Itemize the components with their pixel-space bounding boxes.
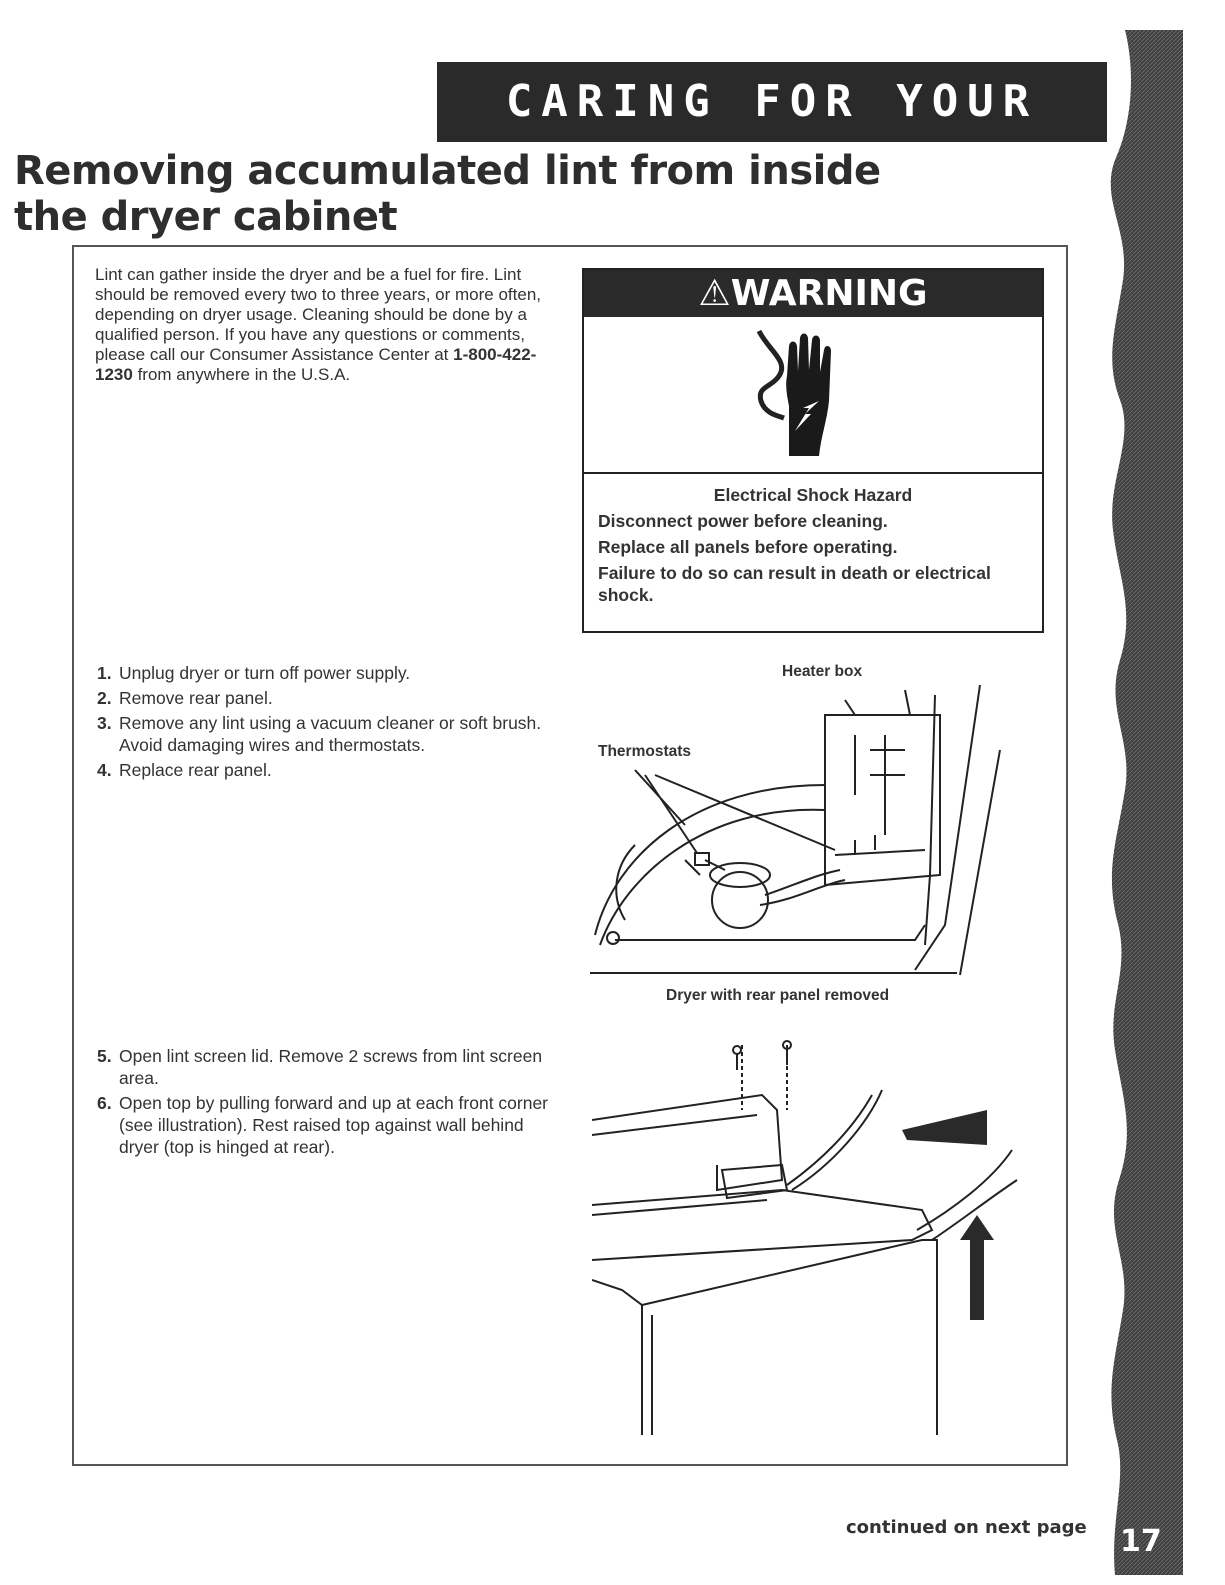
section-banner	[437, 62, 1107, 142]
step-text: Remove rear panel.	[119, 688, 273, 708]
step-number: 4.	[97, 760, 112, 780]
step-number: 5.	[97, 1046, 112, 1066]
decorative-sidebar	[1105, 30, 1183, 1575]
steps-list-2	[97, 1045, 557, 1161]
step-number: 6.	[97, 1093, 112, 1113]
warning-box	[582, 268, 1044, 633]
page-number: 17	[1120, 1524, 1162, 1559]
warning-divider	[584, 472, 1042, 474]
step-number: 3.	[97, 713, 112, 733]
page-title	[14, 148, 881, 240]
step-number: 2.	[97, 688, 112, 708]
heater-box-label: Heater box	[782, 663, 863, 680]
step-text: Open top by pulling forward and up at each front corner (see illustration). Rest raised top against wall behind dryer (top is hinged at rear).	[119, 1093, 549, 1157]
warning-line-3: Failure to do so can result in death or electrical shock.	[598, 563, 991, 605]
warning-text	[598, 482, 1028, 606]
dryer-interior-illustration	[585, 675, 1015, 980]
step-text: Open lint screen lid. Remove 2 screws from lint screen area.	[119, 1046, 543, 1088]
electrical-shock-icon	[739, 326, 859, 461]
step-item	[97, 1045, 557, 1089]
figure-caption: Dryer with rear panel removed	[666, 987, 890, 1004]
step-text: Replace rear panel.	[119, 760, 272, 780]
title-line-1: Removing accumulated lint from inside	[14, 148, 881, 194]
step-item	[97, 712, 557, 756]
step-text: Remove any lint using a vacuum cleaner or soft brush. Avoid damaging wires and thermostats.	[119, 713, 542, 755]
step-item	[97, 759, 557, 781]
banner-title: CARING FOR YOUR	[505, 76, 1039, 127]
step-number: 1.	[97, 663, 112, 683]
warning-line-2: Replace all panels before operating.	[598, 537, 898, 557]
step-text: Unplug dryer or turn off power supply.	[119, 663, 411, 683]
intro-text: Lint can gather inside the dryer and be a fuel for fire. Lint should be removed every two to three years, or more often, depending on dryer usage. Cleaning should be done by a qualified person. If you have any questions or comments, please call our Consumer Assistance Center at	[95, 265, 542, 364]
title-line-2: the dryer cabinet	[14, 194, 398, 240]
step-item	[97, 687, 557, 709]
open-top-illustration	[592, 1040, 1022, 1445]
phone-number: 1-800-422-1230	[95, 345, 537, 384]
continued-note: continued on next page	[846, 1517, 1087, 1538]
warning-line-1: Disconnect power before cleaning.	[598, 511, 888, 531]
thermostats-label: Thermostats	[598, 743, 692, 760]
steps-list-1	[97, 662, 557, 784]
step-item	[97, 662, 557, 684]
intro-tail: from anywhere in the U.S.A.	[137, 365, 351, 384]
hazard-title: Electrical Shock Hazard	[713, 485, 913, 505]
intro-paragraph	[95, 265, 545, 385]
step-item	[97, 1092, 557, 1158]
warning-heading: ⚠WARNING	[584, 270, 1042, 317]
